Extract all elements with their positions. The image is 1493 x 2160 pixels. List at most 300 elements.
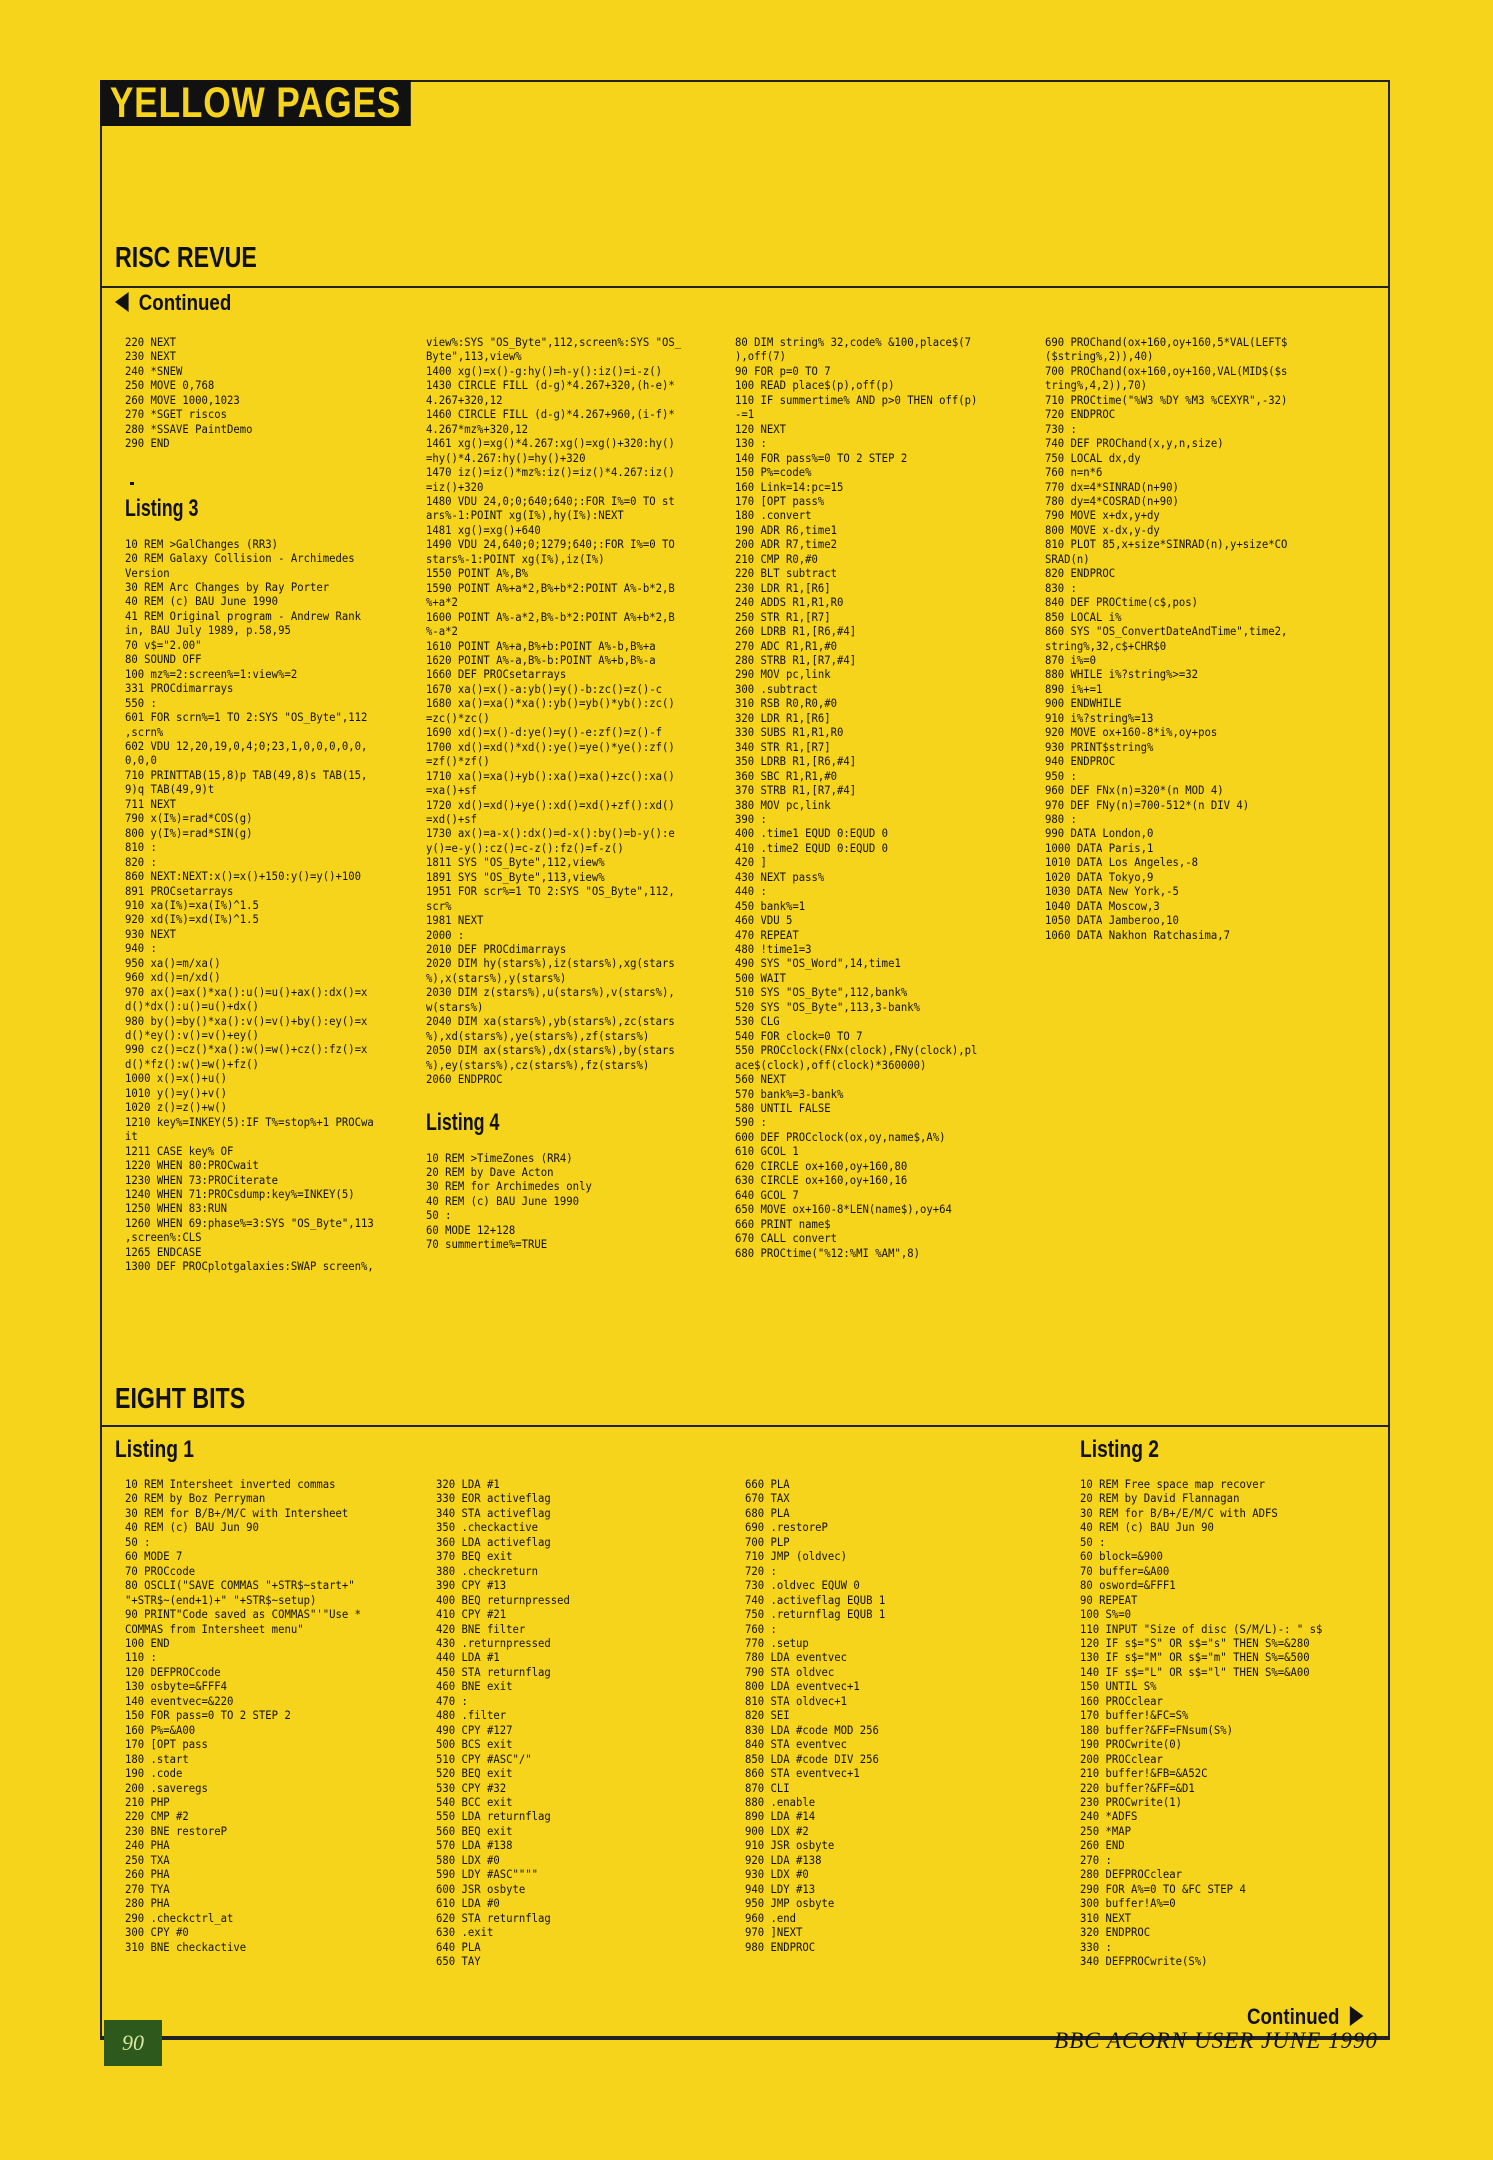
risc-col-4 [1045,335,1287,942]
code-line: 1550 POINT A%,B% [426,566,529,581]
code-line: "+STR$~(end+1)+" "+STR$~setup) [125,1592,317,1607]
code-line: 780 dy=4*COSRAD(n+90) [1045,493,1179,508]
code-line: 530 CLG [735,1014,780,1029]
bullet-mark [130,482,134,485]
code-line: 730 .oldvec EQUW 0 [745,1578,860,1593]
code-line: 450 bank%=1 [735,898,806,913]
code-line: 870 CLI [745,1780,790,1795]
listing-4-title: Listing 4 [426,1108,500,1136]
code-line: 620 STA returnflag [436,1910,551,1925]
code-line: 1210 key%=INKEY(5):IF T%=stop%+1 PROCwa [125,1114,374,1129]
code-line: 590 LDY #ASC"""" [436,1867,539,1882]
code-line: 340 DEFPROCwrite(S%) [1080,1953,1208,1968]
code-line: 960 xd()=n/xd() [125,970,221,985]
code-line: 180 buffer?&FF=FNsum(S%) [1080,1722,1234,1737]
code-line: 760 : [745,1621,777,1636]
code-line: 750 LOCAL dx,dy [1045,450,1141,465]
code-line: 250 *MAP [1080,1823,1132,1838]
code-line: 711 NEXT [125,796,177,811]
code-line: 710 PROCtime("%W3 %DY %M3 %CEXYR",-32) [1045,392,1288,407]
code-line: 1470 iz()=iz()*mz%:iz()=iz()*4.267:iz() [426,465,675,480]
code-line: 100 END [125,1635,170,1650]
code-line: 860 STA eventvec+1 [745,1766,860,1781]
code-line: 520 BEQ exit [436,1766,513,1781]
code-line: 1811 SYS "OS_Byte",112,view% [426,855,605,870]
code-line: 780 LDA eventvec [745,1650,848,1665]
code-line: 90 REPEAT [1080,1592,1138,1607]
continued-label: Continued [138,290,232,315]
code-line: 260 PHA [125,1867,170,1882]
code-line: 480 .filter [436,1708,507,1723]
code-line: 720 : [745,1563,777,1578]
code-line: 10 REM >GalChanges (RR3) [125,536,279,551]
code-line: 430 .returnpressed [436,1635,551,1650]
code-line: 330 SUBS R1,R1,R0 [735,725,844,740]
risc-col-2 [426,335,681,1252]
continued-next [1247,2004,1363,2030]
code-line: 331 PROCdimarrays [125,681,234,696]
code-line: 1240 WHEN 71:PROCsdump:key%=INKEY(5) [125,1187,355,1202]
code-line: d()*dx():u()=u()+dx() [125,999,259,1014]
code-line: 840 STA eventvec [745,1737,848,1752]
code-line: 850 LDA #code DIV 256 [745,1751,879,1766]
code-line: 240 *ADFS [1080,1809,1138,1824]
code-line: 820 : [125,854,157,869]
code-line: 950 : [1045,768,1077,783]
code-line: 410 .time2 EQUD 0:EQUD 0 [735,840,889,855]
code-line: 240 *SNEW [125,363,183,378]
code-line: 200 PROCclear [1080,1751,1163,1766]
code-line: 310 NEXT [1080,1910,1132,1925]
code-line: 440 LDA #1 [436,1650,500,1665]
code-line: 210 CMP R0,#0 [735,551,818,566]
code-line: 2060 ENDPROC [426,1072,503,1087]
code-line: 1600 POINT A%-a*2,B%-b*2:POINT A%+b*2,B [426,609,675,624]
code-line: 370 STRB R1,[R7,#4] [735,783,857,798]
code-line: 891 PROCsetarrays [125,883,234,898]
code-line: 1000 x()=x()+u() [125,1071,228,1086]
code-line: 40 REM (c) BAU Jun 90 [125,1520,259,1535]
code-line: 300 .subtract [735,681,818,696]
listing-2-title: Listing 2 [1080,1436,1159,1463]
code-line: 550 PROCclock(FNx(clock),FNy(clock),pl [735,1043,978,1058]
code-line: 690 PROChand(ox+160,oy+160,5*VAL(LEFT$ [1045,335,1288,349]
code-line: 1590 POINT A%+a*2,B%+b*2:POINT A%-b*2,B [426,580,675,595]
code-line: 790 STA oldvec [745,1664,835,1679]
code-line: ),off(7) [735,349,787,364]
code-line: 170 [OPT pass [125,1737,208,1752]
code-line: 460 VDU 5 [735,913,793,928]
code-line: 640 GCOL 7 [735,1187,799,1202]
code-line: =xa()+sf [426,783,478,798]
code-line: 760 n=n*6 [1045,465,1103,480]
code-line: 820 ENDPROC [1045,566,1116,581]
code-block [426,335,681,1087]
code-line: in, BAU July 1989, p.58,95 [125,623,291,638]
code-line: 710 PRINTTAB(15,8)p TAB(49,8)s TAB(15, [125,767,368,782]
code-line: 270 : [1080,1852,1112,1867]
code-line: 601 FOR scrn%=1 TO 2:SYS "OS_Byte",112 [125,710,368,725]
code-line: 250 MOVE 0,768 [125,378,215,393]
code-line: 620 CIRCLE ox+160,oy+160,80 [735,1158,908,1173]
code-line: 520 SYS "OS_Byte",113,3-bank% [735,999,920,1014]
code-line: 810 STA oldvec+1 [745,1693,848,1708]
code-line: 2020 DIM hy(stars%),iz(stars%),xg(stars [426,956,675,971]
code-line: 300 CPY #0 [125,1925,189,1940]
code-line: 890 i%+=1 [1045,681,1103,696]
code-line: 30 REM Arc Changes by Ray Porter [125,579,330,594]
code-line: 770 dx=4*SINRAD(n+90) [1045,479,1179,494]
code-line: 670 CALL convert [735,1231,838,1246]
code-block [436,1477,570,1968]
code-line: 880 .enable [745,1794,816,1809]
code-line: 1720 xd()=xd()+ye():xd()=xd()+zf():xd() [426,797,675,812]
code-line: 170 buffer!&FC=S% [1080,1708,1189,1723]
code-line: 1460 CIRCLE FILL (d-g)*4.267+960,(i-f)* [426,407,675,422]
code-line: 1050 DATA Jamberoo,10 [1045,913,1179,928]
code-line: 1430 CIRCLE FILL (d-g)*4.267+320,(h-e)* [426,378,675,393]
code-line: 930 PRINT$string% [1045,739,1154,754]
code-line: 70 summertime%=TRUE [426,1237,548,1252]
code-line: 350 .checkactive [436,1520,539,1535]
risc-col-1 [125,335,374,1274]
code-line: 220 NEXT [125,335,177,349]
code-line: =hy()*4.267:hy()=hy()+320 [426,450,586,465]
code-line: 830 LDA #code MOD 256 [745,1722,879,1737]
code-line: 990 cz()=cz()*xa():w()=w()+cz():fz()=x [125,1042,368,1057]
code-line: 1951 FOR scr%=1 TO 2:SYS "OS_Byte",112, [426,884,675,899]
eight-col-1 [125,1477,361,1954]
code-line: 130 IF s$="M" OR s$="m" THEN S%=&500 [1080,1650,1310,1665]
code-line: 290 FOR A%=0 TO &FC STEP 4 [1080,1881,1246,1896]
code-line: 4.267*mz%+320,12 [426,421,529,436]
code-line: 1000 DATA Paris,1 [1045,840,1154,855]
code-line: 1480 VDU 24,0;0;640;640;:FOR I%=0 TO st [426,493,675,508]
code-line: 1010 y()=y()+v() [125,1085,228,1100]
code-line: 540 FOR clock=0 TO 7 [735,1028,863,1043]
code-line: 860 SYS "OS_ConvertDateAndTime",time2, [1045,624,1288,639]
code-line: 940 : [125,941,157,956]
code-line: 340 STA activeflag [436,1505,551,1520]
code-block [745,1477,885,1954]
code-line: 1680 xa()=xa()*xa():yb()=yb()*yb():zc() [426,696,675,711]
code-line: 380 .checkreturn [436,1563,539,1578]
arrow-left-icon [115,292,129,312]
code-line: view%:SYS "OS_Byte",112,screen%:SYS "OS_ [426,335,682,349]
code-line: 500 WAIT [735,970,787,985]
code-line: 1300 DEF PROCplotgalaxies:SWAP screen%, [125,1259,374,1274]
eight-col-2 [436,1477,570,1968]
code-line: 280 *SSAVE PaintDemo [125,421,253,436]
code-line: 70 v$="2.00" [125,637,202,652]
code-line: 1220 WHEN 80:PROCwait [125,1158,259,1173]
code-block [1045,335,1287,942]
code-line: 430 NEXT pass% [735,869,825,884]
code-line: 710 JMP (oldvec) [745,1549,848,1564]
code-line: 320 ENDPROC [1080,1925,1151,1940]
code-line: 860 NEXT:NEXT:x()=x()+150:y()=y()+100 [125,869,361,884]
code-line: 340 STR R1,[R7] [735,739,831,754]
code-line: 650 MOVE ox+160-8*LEN(name$),oy+64 [735,1202,952,1217]
code-line: 400 BEQ returnpressed [436,1592,570,1607]
code-line: 700 PLP [745,1534,790,1549]
code-line: 370 BEQ exit [436,1549,513,1564]
code-line: 40 REM (c) BAU Jun 90 [1080,1520,1214,1535]
code-block [125,1477,361,1954]
listing-1-title: Listing 1 [115,1436,194,1463]
code-line: 470 REPEAT [735,927,799,942]
code-line: 800 MOVE x-dx,y-dy [1045,522,1160,537]
code-line: 410 CPY #21 [436,1607,507,1622]
code-line: 630 .exit [436,1925,494,1940]
code-line: 40 REM (c) BAU June 1990 [125,594,279,609]
code-line: Version [125,565,170,580]
code-line: 800 LDA eventvec+1 [745,1679,860,1694]
page-header: YELLOW PAGES [100,80,411,126]
code-line: 320 LDR R1,[R6] [735,710,831,725]
listing-3-title: Listing 3 [125,494,199,522]
code-line: 1265 ENDCASE [125,1244,202,1259]
code-line: 1030 DATA New York,-5 [1045,884,1179,899]
code-line: 50 : [125,1534,151,1549]
code-line: 890 LDA #14 [745,1809,816,1824]
code-line: 650 TAY [436,1953,481,1968]
code-line: 300 buffer!A%=0 [1080,1896,1176,1911]
code-line: 570 LDA #138 [436,1838,513,1853]
code-line: 360 SBC R1,R1,#0 [735,768,838,783]
publication-footer: BBC ACORN USER JUNE 1990 [1054,2028,1378,2053]
code-line: 190 .code [125,1766,183,1781]
code-line: 150 UNTIL S% [1080,1679,1157,1694]
code-line: 980 by()=by()*xa():v()=v()+by():ey()=x [125,1013,368,1028]
code-line: 110 : [125,1650,157,1665]
code-line: 450 STA returnflag [436,1664,551,1679]
code-line: 0,0,0 [125,753,157,768]
code-line: 850 LOCAL i% [1045,609,1122,624]
code-line: 400 .time1 EQUD 0:EQUD 0 [735,826,889,841]
code-line: 270 ADC R1,R1,#0 [735,638,838,653]
code-line: 970 ax()=ax()*xa():u()=u()+ax():dx()=x [125,984,368,999]
code-line: 960 .end [745,1910,797,1925]
code-line: 120 IF s$="S" OR s$="s" THEN S%=&280 [1080,1635,1310,1650]
code-line: 440 : [735,884,767,899]
code-line: 1690 xd()=x()-d:ye()=y()-e:zf()=z()-f [426,725,662,740]
code-line: 60 block=&900 [1080,1549,1163,1564]
code-line: 100 mz%=2:screen%=1:view%=2 [125,666,298,681]
code-line: 550 LDA returnflag [436,1809,551,1824]
code-line: 270 TYA [125,1881,170,1896]
code-line: 390 CPY #13 [436,1578,507,1593]
code-line: 602 VDU 12,20,19,0,4;0;23,1,0,0,0,0,0, [125,738,368,753]
code-line: 2040 DIM xa(stars%),yb(stars%),zc(stars [426,1014,675,1029]
code-line: 220 CMP #2 [125,1809,189,1824]
code-line: 1710 xa()=xa()+yb():xa()=xa()+zc():xa() [426,768,675,783]
code-line: 310 RSB R0,R0,#0 [735,696,838,711]
code-line: 920 MOVE ox+160-8*i%,oy+pos [1045,725,1218,740]
code-line: 980 ENDPROC [745,1939,816,1954]
code-line: %-a*2 [426,624,458,639]
code-line: 730 : [1045,421,1077,436]
code-line: 980 : [1045,811,1077,826]
code-line: 740 .activeflag EQUB 1 [745,1592,886,1607]
code-line: 100 S%=0 [1080,1607,1132,1622]
code-line: %+a*2 [426,595,458,610]
code-line: 960 DEF FNx(n)=320*(n MOD 4) [1045,783,1224,798]
code-line: 250 STR R1,[R7] [735,609,831,624]
continued-label: Continued [1247,2004,1340,2029]
code-line: 130 : [735,436,767,451]
code-line: 160 P%=&A00 [125,1722,196,1737]
code-line: 150 P%=code% [735,465,812,480]
code-line: 700 PROChand(ox+160,oy+160,VAL(MID$($s [1045,363,1288,378]
eight-col-4 [1080,1477,1322,1968]
code-line: 240 PHA [125,1838,170,1853]
code-line: 500 BCS exit [436,1737,513,1752]
code-line: stars%-1:POINT xg(I%),iz(I%) [426,551,605,566]
code-line: 600 DEF PROCclock(ox,oy,name$,A%) [735,1129,946,1144]
continued-prev [115,290,231,316]
code-block [1080,1477,1322,1968]
divider [100,1425,1390,1427]
code-line: 310 BNE checkactive [125,1939,247,1954]
code-line: 590 : [735,1115,767,1130]
code-line: 670 TAX [745,1491,790,1506]
code-line: 80 OSCLI("SAVE COMMAS "+STR$~start+" [125,1578,355,1593]
code-line: 30 REM for B/B+/E/M/C with ADFS [1080,1505,1278,1520]
risc-revue-title: RISC REVUE [115,242,257,274]
code-line: 2010 DEF PROCdimarrays [426,942,567,957]
code-line: 50 : [1080,1534,1106,1549]
code-line: 80 SOUND OFF [125,652,202,667]
code-line: 30 REM for B/B+/M/C with Intersheet [125,1505,349,1520]
code-line: 490 SYS "OS_Word",14,time1 [735,956,901,971]
code-line: 20 REM by Dave Acton [426,1165,554,1180]
code-line: 880 WHILE i%?string%>=32 [1045,667,1199,682]
code-line: 20 REM by Boz Perryman [125,1491,266,1506]
code-line: 140 eventvec=&220 [125,1693,234,1708]
code-line: %),x(stars%),y(stars%) [426,970,567,985]
code-line: 550 : [125,695,157,710]
code-line: 910 xa(I%)=xa(I%)^1.5 [125,897,259,912]
code-line: 750 .returnflag EQUB 1 [745,1607,886,1622]
code-line: 4.267+320,12 [426,392,503,407]
code-line: 210 PHP [125,1794,170,1809]
code-line: 560 NEXT [735,1072,787,1087]
code-line: 1481 xg()=xg()+640 [426,522,541,537]
code-block [125,537,374,1274]
code-line: 720 ENDPROC [1045,407,1116,422]
code-line: 560 BEQ exit [436,1823,513,1838]
code-line: 20 REM Galaxy Collision - Archimedes [125,551,355,566]
code-line: 580 UNTIL FALSE [735,1101,831,1116]
code-line: 280 PHA [125,1896,170,1911]
code-line: 1400 xg()=x()-g:hy()=h-y():iz()=i-z() [426,363,662,378]
code-line: 41 REM Original program - Andrew Rank [125,608,361,623]
code-line: 790 MOVE x+dx,y+dy [1045,508,1160,523]
code-line: 260 MOVE 1000,1023 [125,392,240,407]
code-line: 40 REM (c) BAU June 1990 [426,1193,580,1208]
code-line: 660 PLA [745,1477,790,1491]
code-line: 940 ENDPROC [1045,754,1116,769]
code-line: %),xd(stars%),ye(stars%),zf(stars%) [426,1028,650,1043]
code-line: 480 !time1=3 [735,942,812,957]
code-line: 200 ADR R7,time2 [735,537,838,552]
code-line: 380 MOV pc,link [735,797,831,812]
code-line: 110 IF summertime% AND p>0 THEN off(p) [735,392,978,407]
code-line: -=1 [735,407,755,422]
code-line: 810 : [125,840,157,855]
code-line: 150 FOR pass=0 TO 2 STEP 2 [125,1708,291,1723]
code-line: scr% [426,898,452,913]
code-line: 330 EOR activeflag [436,1491,551,1506]
code-block [125,335,374,451]
code-block [735,335,977,1260]
code-line: 290 MOV pc,link [735,667,831,682]
code-line: 270 *SGET riscos [125,407,228,422]
code-line: 280 DEFPROCclear [1080,1867,1183,1882]
code-line: 820 SEI [745,1708,790,1723]
code-line: 240 ADDS R1,R1,R0 [735,595,844,610]
code-line: Byte",113,view% [426,349,522,364]
code-line: 100 READ place$(p),off(p) [735,378,895,393]
code-line: 420 ] [735,855,767,870]
code-line: 180 .start [125,1751,189,1766]
code-line: 190 ADR R6,time1 [735,522,838,537]
code-line: 1230 WHEN 73:PROCiterate [125,1172,279,1187]
code-line: 130 osbyte=&FFF4 [125,1679,228,1694]
code-line: 60 MODE 12+128 [426,1222,516,1237]
code-line: %),ey(stars%),cz(stars%),fz(stars%) [426,1057,650,1072]
code-line: 160 PROCclear [1080,1693,1163,1708]
code-line: 290 END [125,436,170,451]
code-line: ($string%,2)),40) [1045,349,1154,364]
code-line: 390 : [735,811,767,826]
code-line: 660 PRINT name$ [735,1216,831,1231]
code-line: 120 DEFPROCcode [125,1664,221,1679]
code-line: 680 PLA [745,1505,790,1520]
code-line: 280 STRB R1,[R7,#4] [735,652,857,667]
code-line: 350 LDRB R1,[R6,#4] [735,754,857,769]
code-line: 930 LDX #0 [745,1867,809,1882]
code-line: =xd()+sf [426,811,478,826]
code-line: 740 DEF PROChand(x,y,n,size) [1045,436,1224,451]
code-line: COMMAS from Intersheet menu" [125,1621,304,1636]
code-line: 790 x(I%)=rad*COS(g) [125,811,253,826]
code-line: 920 xd(I%)=xd(I%)^1.5 [125,912,259,927]
code-line: 80 DIM string% 32,code% &100,place$(7 [735,335,971,349]
code-line: =zf()*zf() [426,754,490,769]
arrow-right-icon [1350,2006,1364,2026]
code-line: 110 INPUT "Size of disc (S/M/L)-: " s$ [1080,1621,1323,1636]
code-line: 2030 DIM z(stars%),u(stars%),v(stars%), [426,985,675,1000]
code-line: 950 xa()=m/xa() [125,955,221,970]
code-line: 870 i%=0 [1045,652,1097,667]
code-line: 9)q TAB(49,9)t [125,782,215,797]
code-line: 810 PLOT 85,x+size*SINRAD(n),y+size*CO [1045,537,1288,552]
code-line: 1020 DATA Tokyo,9 [1045,869,1154,884]
code-line: 420 BNE filter [436,1621,526,1636]
code-line: 460 BNE exit [436,1679,513,1694]
code-line: d()*fz():w()=w()+fz() [125,1056,259,1071]
code-line: 910 i%?string%=13 [1045,710,1154,725]
code-line: 570 bank%=3-bank% [735,1086,844,1101]
code-line: ,scrn% [125,724,164,739]
code-line: 320 LDA #1 [436,1477,500,1491]
code-line: 840 DEF PROCtime(c$,pos) [1045,595,1199,610]
code-line: 1730 ax()=a-x():dx()=d-x():by()=b-y():e [426,826,675,841]
code-line: 470 : [436,1693,468,1708]
code-line: 540 BCC exit [436,1794,513,1809]
